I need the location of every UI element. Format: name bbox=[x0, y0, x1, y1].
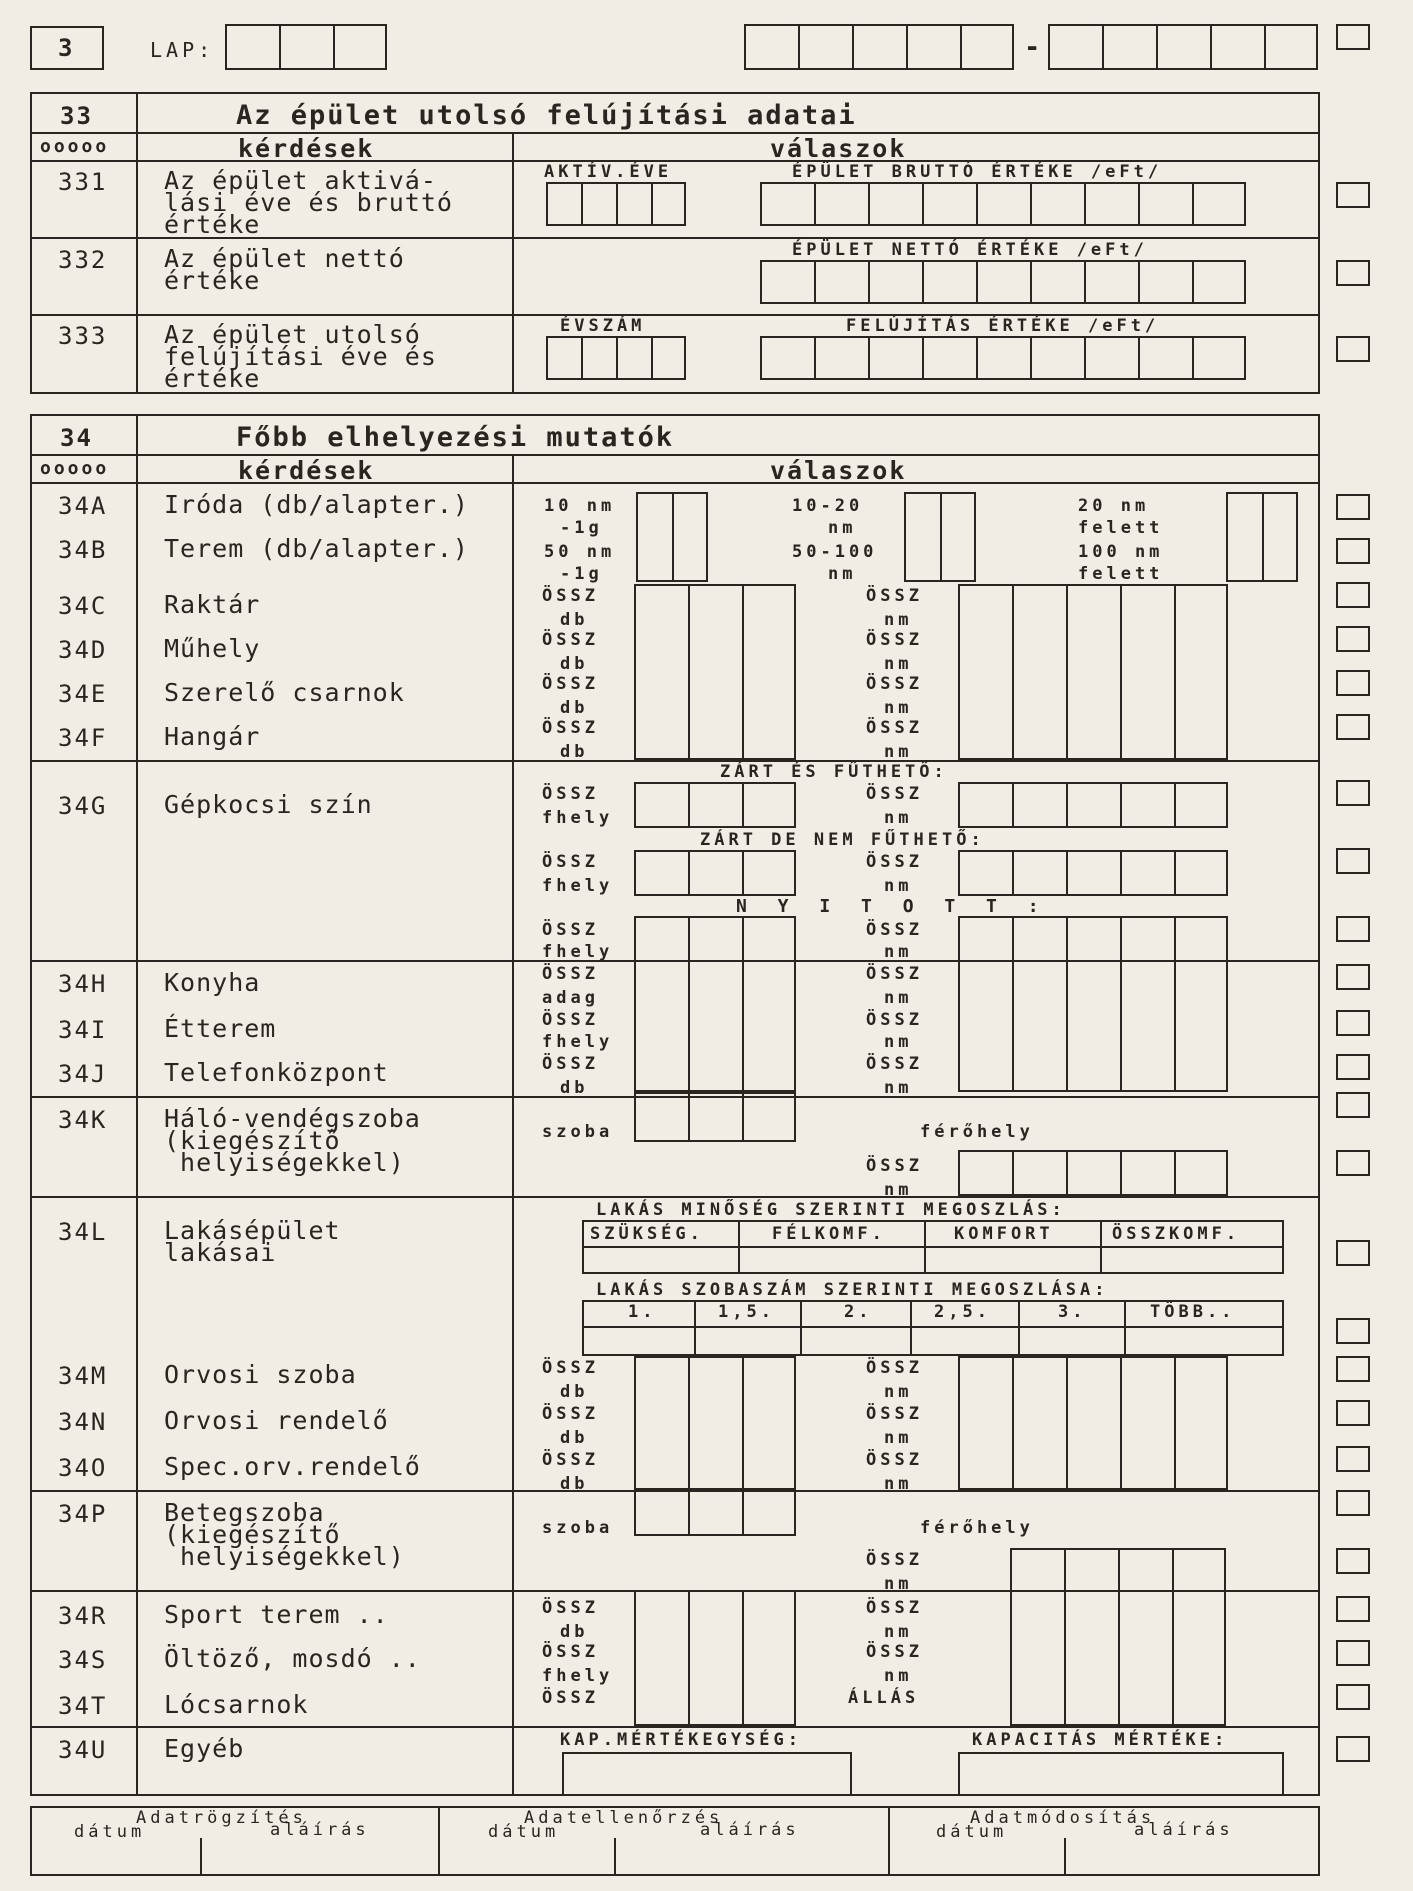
row-34p-ferohely: férőhely bbox=[920, 1518, 1034, 1538]
row-34s-ossz: ÖSSZ bbox=[542, 1642, 599, 1662]
row-34j-db: db bbox=[560, 1078, 589, 1098]
row-34s-code: 34S bbox=[58, 1646, 108, 1674]
row-34u-unit-field[interactable] bbox=[562, 1752, 852, 1796]
row-34g-heated-nm: nm bbox=[884, 808, 913, 828]
check-box-34s[interactable] bbox=[1336, 1640, 1370, 1666]
check-box-34p-2[interactable] bbox=[1336, 1548, 1370, 1574]
row-34e-db: db bbox=[560, 698, 589, 718]
id-field-left[interactable] bbox=[744, 24, 1014, 70]
row-34j-ossz: ÖSSZ bbox=[542, 1054, 599, 1074]
row-34r-ossz-2: ÖSSZ bbox=[866, 1598, 923, 1618]
row-34p-room-field[interactable] bbox=[634, 1490, 796, 1536]
row-34a-code: 34A bbox=[58, 492, 108, 520]
row-34h-nm: nm bbox=[884, 988, 913, 1008]
row-34l-rooms-col-5: 3. bbox=[1058, 1302, 1087, 1322]
row-34l-label: Lakásépület lakásai bbox=[164, 1216, 341, 1267]
row-34a-caption-3: 20 nm bbox=[1078, 496, 1150, 516]
row-34c-nm: nm bbox=[884, 610, 913, 630]
row-34k-area-field[interactable] bbox=[958, 1150, 1228, 1196]
section-34-code: 34 bbox=[60, 424, 93, 452]
row-34l-quality-col-1: SZÜKSÉG. bbox=[590, 1224, 704, 1244]
row-34b-caption-1b: -1g bbox=[560, 564, 603, 584]
row-333-label: Az épület utolsó felújítási éve és értéke bbox=[164, 320, 437, 393]
row-34l-code: 34L bbox=[58, 1218, 108, 1246]
row-34g-unheated-ossz-2: ÖSSZ bbox=[866, 852, 923, 872]
row-34g-unheated-fhely: fhely bbox=[542, 876, 614, 896]
row-34f-db: db bbox=[560, 742, 589, 762]
row-34g-unheated-nm: nm bbox=[884, 876, 913, 896]
row-34a-caption-2: 10-20 bbox=[792, 496, 864, 516]
row-34g-unheated-area[interactable] bbox=[958, 850, 1228, 896]
row-34a-caption-1: 10 nm bbox=[544, 496, 616, 516]
row-332-code: 332 bbox=[58, 246, 108, 274]
row-34c-ossz-2: ÖSSZ bbox=[866, 586, 923, 606]
row-34k-szoba: szoba bbox=[542, 1122, 614, 1142]
row-34m-label: Orvosi szoba bbox=[164, 1360, 357, 1389]
row-34f-label: Hangár bbox=[164, 722, 261, 751]
row-34a-caption-1b: -1g bbox=[560, 518, 603, 538]
row-34l-rooms-col-3: 2. bbox=[844, 1302, 873, 1322]
row-34t-code: 34T bbox=[58, 1692, 108, 1720]
row-34r-nm: nm bbox=[884, 1622, 913, 1642]
row-34i-nm: nm bbox=[884, 1032, 913, 1052]
row-34r-ossz: ÖSSZ bbox=[542, 1598, 599, 1618]
row-331-left-caption: AKTÍV.ÉVE bbox=[544, 162, 673, 182]
row-34ab-field-2[interactable] bbox=[904, 492, 976, 582]
page-number: 3 bbox=[58, 34, 75, 62]
row-34u-code: 34U bbox=[58, 1736, 108, 1764]
section-34-col-questions: kérdések bbox=[238, 456, 375, 485]
row-34g-label: Gépkocsi szín bbox=[164, 790, 373, 819]
row-34ab-field-1[interactable] bbox=[636, 492, 708, 582]
row-34ab-field-3[interactable] bbox=[1226, 492, 1298, 582]
row-34g-unheated-ossz: ÖSSZ bbox=[542, 852, 599, 872]
check-box-331[interactable] bbox=[1336, 182, 1370, 208]
row-34h-ossz-2: ÖSSZ bbox=[866, 964, 923, 984]
row-34f-ossz-2: ÖSSZ bbox=[866, 718, 923, 738]
row-34p-34t-area-field[interactable] bbox=[1010, 1548, 1226, 1726]
row-34h-code: 34H bbox=[58, 970, 108, 998]
row-333-year-field[interactable] bbox=[546, 336, 686, 380]
row-34m-nm: nm bbox=[884, 1382, 913, 1402]
row-34b-caption-2b: nm bbox=[828, 564, 857, 584]
row-34h-ossz: ÖSSZ bbox=[542, 964, 599, 984]
row-34m-db: db bbox=[560, 1382, 589, 1402]
check-box-34c[interactable] bbox=[1336, 582, 1370, 608]
row-34e-nm: nm bbox=[884, 698, 913, 718]
check-box-34i[interactable] bbox=[1336, 1010, 1370, 1036]
row-34d-nm: nm bbox=[884, 654, 913, 674]
section-33-code-placeholder: ooooo bbox=[40, 136, 110, 157]
row-34n-code: 34N bbox=[58, 1408, 108, 1436]
row-34p-nm: nm bbox=[884, 1574, 913, 1594]
check-box-34u[interactable] bbox=[1336, 1736, 1370, 1762]
row-34o-nm: nm bbox=[884, 1474, 913, 1494]
footer-data-modify-title: Adatmódosítás bbox=[970, 1808, 1156, 1828]
row-34g-heated-caption: ZÁRT ÉS FŰTHETŐ: bbox=[720, 762, 948, 782]
row-34m-code: 34M bbox=[58, 1362, 108, 1390]
row-333-value-field[interactable] bbox=[760, 336, 1246, 380]
row-34p-szoba: szoba bbox=[542, 1518, 614, 1538]
row-34r-db: db bbox=[560, 1622, 589, 1642]
row-34f-ossz: ÖSSZ bbox=[542, 718, 599, 738]
row-34cf-area-field[interactable] bbox=[958, 584, 1228, 760]
row-34g-heated-fhely: fhely bbox=[542, 808, 614, 828]
row-34i-fhely: fhely bbox=[542, 1032, 614, 1052]
row-34g-code: 34G bbox=[58, 792, 108, 820]
row-34e-code: 34E bbox=[58, 680, 108, 708]
row-34t-ossz: ÖSSZ bbox=[542, 1688, 599, 1708]
row-34b-caption-3: 100 nm bbox=[1078, 542, 1164, 562]
check-box-34g-3[interactable] bbox=[1336, 916, 1370, 942]
row-34h-adag: adag bbox=[542, 988, 599, 1008]
row-34k-code: 34K bbox=[58, 1106, 108, 1134]
row-34b-caption-3b: felett bbox=[1078, 564, 1164, 584]
section-33-col-questions: kérdések bbox=[238, 134, 375, 163]
row-34g-heated-count[interactable] bbox=[634, 782, 796, 828]
check-box-34l-1[interactable] bbox=[1336, 1240, 1370, 1266]
row-34r-label: Sport terem .. bbox=[164, 1600, 389, 1629]
row-34c-code: 34C bbox=[58, 592, 108, 620]
row-34l-rooms-col-1: 1. bbox=[628, 1302, 657, 1322]
check-box-332[interactable] bbox=[1336, 260, 1370, 286]
row-34g-open-34j-count[interactable] bbox=[634, 916, 796, 1092]
row-34o-ossz: ÖSSZ bbox=[542, 1450, 599, 1470]
row-34h-label: Konyha bbox=[164, 968, 261, 997]
check-box-34g-2[interactable] bbox=[1336, 848, 1370, 874]
lap-field[interactable] bbox=[225, 24, 387, 70]
row-34o-ossz-2: ÖSSZ bbox=[866, 1450, 923, 1470]
footer-data-check-title: Adatellenőrzés bbox=[524, 1808, 724, 1828]
row-333-right-caption: FELÚJÍTÁS ÉRTÉKE /eFt/ bbox=[846, 316, 1160, 336]
row-34t-allas: ÁLLÁS bbox=[848, 1688, 920, 1708]
row-34j-code: 34J bbox=[58, 1060, 108, 1088]
row-34g-open-caption: N Y I T O T T : bbox=[736, 896, 1049, 917]
row-34f-code: 34F bbox=[58, 724, 108, 752]
check-box-header[interactable] bbox=[1336, 24, 1370, 50]
row-34l-quality-col-2: FÉLKOMF. bbox=[772, 1224, 886, 1244]
row-34e-ossz-2: ÖSSZ bbox=[866, 674, 923, 694]
section-34-code-placeholder: ooooo bbox=[40, 458, 110, 479]
row-34b-code: 34B bbox=[58, 536, 108, 564]
footer-data-modify-sign: aláírás bbox=[1134, 1820, 1234, 1840]
check-box-34a[interactable] bbox=[1336, 494, 1370, 520]
check-box-34j[interactable] bbox=[1336, 1054, 1370, 1080]
row-34u-value-field[interactable] bbox=[958, 1752, 1284, 1796]
row-34g-heated-ossz: ÖSSZ bbox=[542, 784, 599, 804]
row-331-right-caption: ÉPÜLET BRUTTÓ ÉRTÉKE /eFt/ bbox=[792, 162, 1163, 182]
row-34k-ferohely: férőhely bbox=[920, 1122, 1034, 1142]
row-34n-ossz-2: ÖSSZ bbox=[866, 1404, 923, 1424]
check-box-34e[interactable] bbox=[1336, 670, 1370, 696]
row-34m-ossz-2: ÖSSZ bbox=[866, 1358, 923, 1378]
lap-label: LAP: bbox=[150, 38, 215, 62]
section-33-col-answers: válaszok bbox=[770, 134, 907, 163]
row-34o-db: db bbox=[560, 1474, 589, 1494]
row-34cf-count-field[interactable] bbox=[634, 584, 796, 760]
section-33-title: Az épület utolsó felújítási adatai bbox=[236, 100, 857, 131]
row-331-label: Az épület aktivá- lási éve és bruttó értéke bbox=[164, 166, 453, 239]
row-34g-open-ossz: ÖSSZ bbox=[542, 920, 599, 940]
check-box-34f[interactable] bbox=[1336, 714, 1370, 740]
section-34-title: Főbb elhelyezési mutatók bbox=[236, 422, 675, 453]
row-34p-ossz: ÖSSZ bbox=[866, 1550, 923, 1570]
row-34l-quality-caption: LAKÁS MINŐSÉG SZERINTI MEGOSZLÁS: bbox=[596, 1200, 1066, 1220]
check-box-34h[interactable] bbox=[1336, 964, 1370, 990]
row-34i-ossz: ÖSSZ bbox=[542, 1010, 599, 1030]
row-34b-caption-2: 50-100 bbox=[792, 542, 878, 562]
check-box-34g-1[interactable] bbox=[1336, 780, 1370, 806]
row-34k-ossz: ÖSSZ bbox=[866, 1156, 923, 1176]
row-34l-rooms-caption: LAKÁS SZOBASZÁM SZERINTI MEGOSZLÁSA: bbox=[596, 1280, 1109, 1300]
row-34j-ossz-2: ÖSSZ bbox=[866, 1054, 923, 1074]
footer-data-entry-date: dátum bbox=[74, 1822, 146, 1842]
row-34p-code: 34P bbox=[58, 1500, 108, 1528]
section-33-code: 33 bbox=[60, 102, 93, 130]
row-34d-db: db bbox=[560, 654, 589, 674]
row-331-code: 331 bbox=[58, 168, 108, 196]
check-box-34r[interactable] bbox=[1336, 1596, 1370, 1622]
row-34n-db: db bbox=[560, 1428, 589, 1448]
row-34s-fhely: fhely bbox=[542, 1666, 614, 1686]
row-331-value-field[interactable] bbox=[760, 182, 1246, 226]
section-34-col-answers: válaszok bbox=[770, 456, 907, 485]
row-34e-ossz: ÖSSZ bbox=[542, 674, 599, 694]
row-34u-value-caption: KAPACITÁS MÉRTÉKE: bbox=[972, 1730, 1229, 1750]
row-34t-label: Lócsarnok bbox=[164, 1690, 309, 1719]
row-34g-open-fhely: fhely bbox=[542, 942, 614, 962]
row-332-label: Az épület nettó értéke bbox=[164, 244, 405, 295]
row-34d-ossz-2: ÖSSZ bbox=[866, 630, 923, 650]
row-34g-unheated-caption: ZÁRT DE NEM FŰTHETŐ: bbox=[700, 830, 985, 850]
check-box-34l-2[interactable] bbox=[1336, 1318, 1370, 1344]
row-34a-label: Iróda (db/alapter.) bbox=[164, 490, 469, 519]
row-34d-code: 34D bbox=[58, 636, 108, 664]
row-34j-nm: nm bbox=[884, 1078, 913, 1098]
check-box-34b[interactable] bbox=[1336, 538, 1370, 564]
row-34n-ossz: ÖSSZ bbox=[542, 1404, 599, 1424]
row-34l-quality-col-3: KOMFORT bbox=[954, 1224, 1054, 1244]
row-34k-label: Háló-vendégszoba (kiegészítő helyiségekkel) bbox=[164, 1104, 421, 1177]
row-34u-unit-caption: KAP.MÉRTÉKEGYSÉG: bbox=[560, 1730, 802, 1750]
row-34mo-area-field[interactable] bbox=[958, 1356, 1228, 1490]
row-34u-label: Egyéb bbox=[164, 1734, 245, 1763]
check-box-34t[interactable] bbox=[1336, 1684, 1370, 1710]
row-34l-quality-col-4: ÖSSZKOMF. bbox=[1112, 1224, 1241, 1244]
footer-data-entry-title: Adatrögzítés bbox=[136, 1808, 307, 1828]
row-34s-ossz-2: ÖSSZ bbox=[866, 1642, 923, 1662]
row-34b-label: Terem (db/alapter.) bbox=[164, 534, 469, 563]
row-34d-label: Műhely bbox=[164, 634, 261, 663]
row-34n-nm: nm bbox=[884, 1428, 913, 1448]
footer-data-check-date: dátum bbox=[488, 1822, 560, 1842]
check-box-34k-1[interactable] bbox=[1336, 1092, 1370, 1118]
row-34l-rooms-col-4: 2,5. bbox=[934, 1302, 991, 1322]
row-34g-open-34j-area[interactable] bbox=[958, 916, 1228, 1092]
row-34s-label: Öltöző, mosdó .. bbox=[164, 1644, 421, 1673]
row-34l-rooms-col-6: TÖBB.. bbox=[1150, 1302, 1236, 1322]
row-34d-ossz: ÖSSZ bbox=[542, 630, 599, 650]
row-34i-label: Étterem bbox=[164, 1014, 277, 1043]
row-34k-room-field[interactable] bbox=[634, 1092, 796, 1142]
row-34e-label: Szerelő csarnok bbox=[164, 678, 405, 707]
check-box-333[interactable] bbox=[1336, 336, 1370, 362]
row-332-right-caption: ÉPÜLET NETTÓ ÉRTÉKE /eFt/ bbox=[792, 240, 1148, 260]
row-34k-nm: nm bbox=[884, 1180, 913, 1200]
row-34l-rooms-col-2: 1,5. bbox=[718, 1302, 775, 1322]
row-332-value-field[interactable] bbox=[760, 260, 1246, 304]
check-box-34d[interactable] bbox=[1336, 626, 1370, 652]
row-34g-unheated-count[interactable] bbox=[634, 850, 796, 896]
row-34p-label: Betegszoba (kiegészítő helyiségekkel) bbox=[164, 1498, 405, 1571]
row-34i-code: 34I bbox=[58, 1016, 108, 1044]
check-box-34o[interactable] bbox=[1336, 1446, 1370, 1472]
row-34mo-count-field[interactable] bbox=[634, 1356, 796, 1490]
row-34c-label: Raktár bbox=[164, 590, 261, 619]
row-34o-code: 34O bbox=[58, 1454, 108, 1482]
row-34j-label: Telefonközpont bbox=[164, 1058, 389, 1087]
row-34c-ossz: ÖSSZ bbox=[542, 586, 599, 606]
row-34i-ossz-2: ÖSSZ bbox=[866, 1010, 923, 1030]
row-34g-open-ossz-2: ÖSSZ bbox=[866, 920, 923, 940]
check-box-34n[interactable] bbox=[1336, 1400, 1370, 1426]
footer-data-check-sign: aláírás bbox=[700, 1820, 800, 1840]
row-333-code: 333 bbox=[58, 322, 108, 350]
row-34n-label: Orvosi rendelő bbox=[164, 1406, 389, 1435]
row-34c-db: db bbox=[560, 610, 589, 630]
row-34b-caption-1: 50 nm bbox=[544, 542, 616, 562]
id-field-right[interactable] bbox=[1048, 24, 1318, 70]
check-box-34p-1[interactable] bbox=[1336, 1490, 1370, 1516]
row-34g-heated-area[interactable] bbox=[958, 782, 1228, 828]
row-34a-caption-3b: felett bbox=[1078, 518, 1164, 538]
row-34m-ossz: ÖSSZ bbox=[542, 1358, 599, 1378]
row-333-left-caption: ÉVSZÁM bbox=[560, 316, 646, 336]
row-34o-label: Spec.orv.rendelő bbox=[164, 1452, 421, 1481]
row-34f-nm: nm bbox=[884, 742, 913, 762]
id-dash: - bbox=[1024, 32, 1043, 63]
footer-data-entry-sign: aláírás bbox=[270, 1820, 370, 1840]
row-331-year-field[interactable] bbox=[546, 182, 686, 226]
row-34s-nm: nm bbox=[884, 1666, 913, 1686]
footer-data-modify-date: dátum bbox=[936, 1822, 1008, 1842]
row-34rt-count-field[interactable] bbox=[634, 1590, 796, 1726]
row-34g-heated-ossz-2: ÖSSZ bbox=[866, 784, 923, 804]
check-box-34m[interactable] bbox=[1336, 1356, 1370, 1382]
row-34g-open-nm: nm bbox=[884, 942, 913, 962]
row-34a-caption-2b: nm bbox=[828, 518, 857, 538]
check-box-34k-2[interactable] bbox=[1336, 1150, 1370, 1176]
row-34r-code: 34R bbox=[58, 1602, 108, 1630]
